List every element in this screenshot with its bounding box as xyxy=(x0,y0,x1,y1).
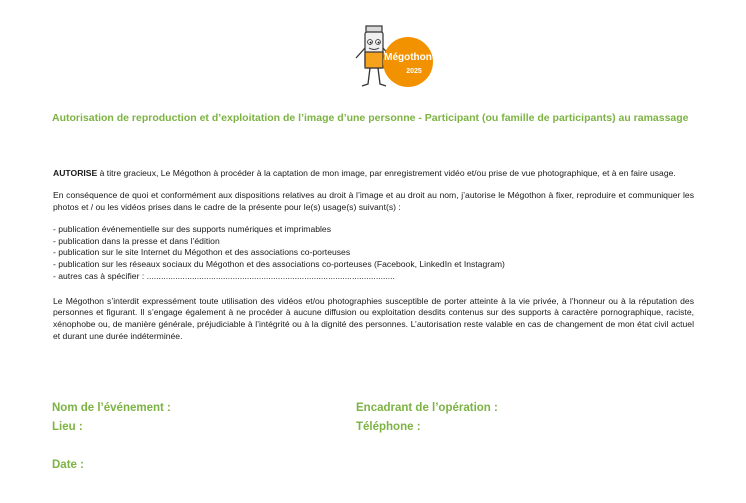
date-label: Date : xyxy=(52,459,84,471)
document-body xyxy=(53,168,694,353)
phone-label: Téléphone : xyxy=(356,421,421,433)
disclaimer-paragraph: Le Mégothon s’interdit expressément toute utilisation des vidéos et/ou photographies susceptible de porter atteinte à la vie privée, à l’honneur ou à la réputation des personnes et figurant. Il s’engage également à ne procéder à aucune diffusion ou exploitation desdits contenus sur des supports à caractère pornographique, raciste, xénophobe ou, de manière générale, préjudiciable à l’intégrité ou à la dignité des personnes. L’autorisation reste valable en cas de changement de mon état civil actuel et durant une durée indéterminée. xyxy=(53,295,694,341)
intro-paragraph xyxy=(53,168,694,180)
megothon-logo xyxy=(348,18,438,98)
consequence-paragraph: En conséquence de quoi et conformément aux dispositions relatives au droit à l’image et au droit au nom, j’autorise le Mégothon à fixer, reproduire et communiquer les photos et / ou les vidéos prises dans le cadre de la présente pour le(s) usage(s) suivant(s) : xyxy=(53,190,694,212)
usage-item: - publication sur les réseaux sociaux du Mégothon et des associations co-porteuses (Facebook, LinkedIn et Instagram) xyxy=(53,259,505,270)
usage-item: - autres cas à spécifier : ........................................................................................................ xyxy=(53,270,395,281)
usage-item: - publication événementielle sur des supports numériques et imprimables xyxy=(53,223,332,234)
usage-item: - publication dans la presse et dans l’édition xyxy=(53,235,220,246)
event-name-label: Nom de l’événement : xyxy=(52,402,171,414)
intro-text: à titre gracieux, Le Mégothon à procéder à la captation de mon image, par enregistrement vidéo et/ou prise de vue photographique, et à en faire usage. xyxy=(97,168,676,178)
logo-brand: Mégothon xyxy=(384,52,432,63)
logo-edition: 2025 xyxy=(406,68,422,75)
usage-item: - publication sur le site Internet du Mégothon et des associations co-porteuses xyxy=(53,247,351,258)
document-title: Autorisation de reproduction et d’exploitation de l’image d’une personne - Participant (ou famille de participants) au ramassage xyxy=(52,112,689,124)
place-label: Lieu : xyxy=(52,421,83,433)
intro-bold-word: AUTORISE xyxy=(53,168,98,178)
supervisor-label: Encadrant de l’opération : xyxy=(356,402,498,414)
usages-list xyxy=(53,224,694,283)
